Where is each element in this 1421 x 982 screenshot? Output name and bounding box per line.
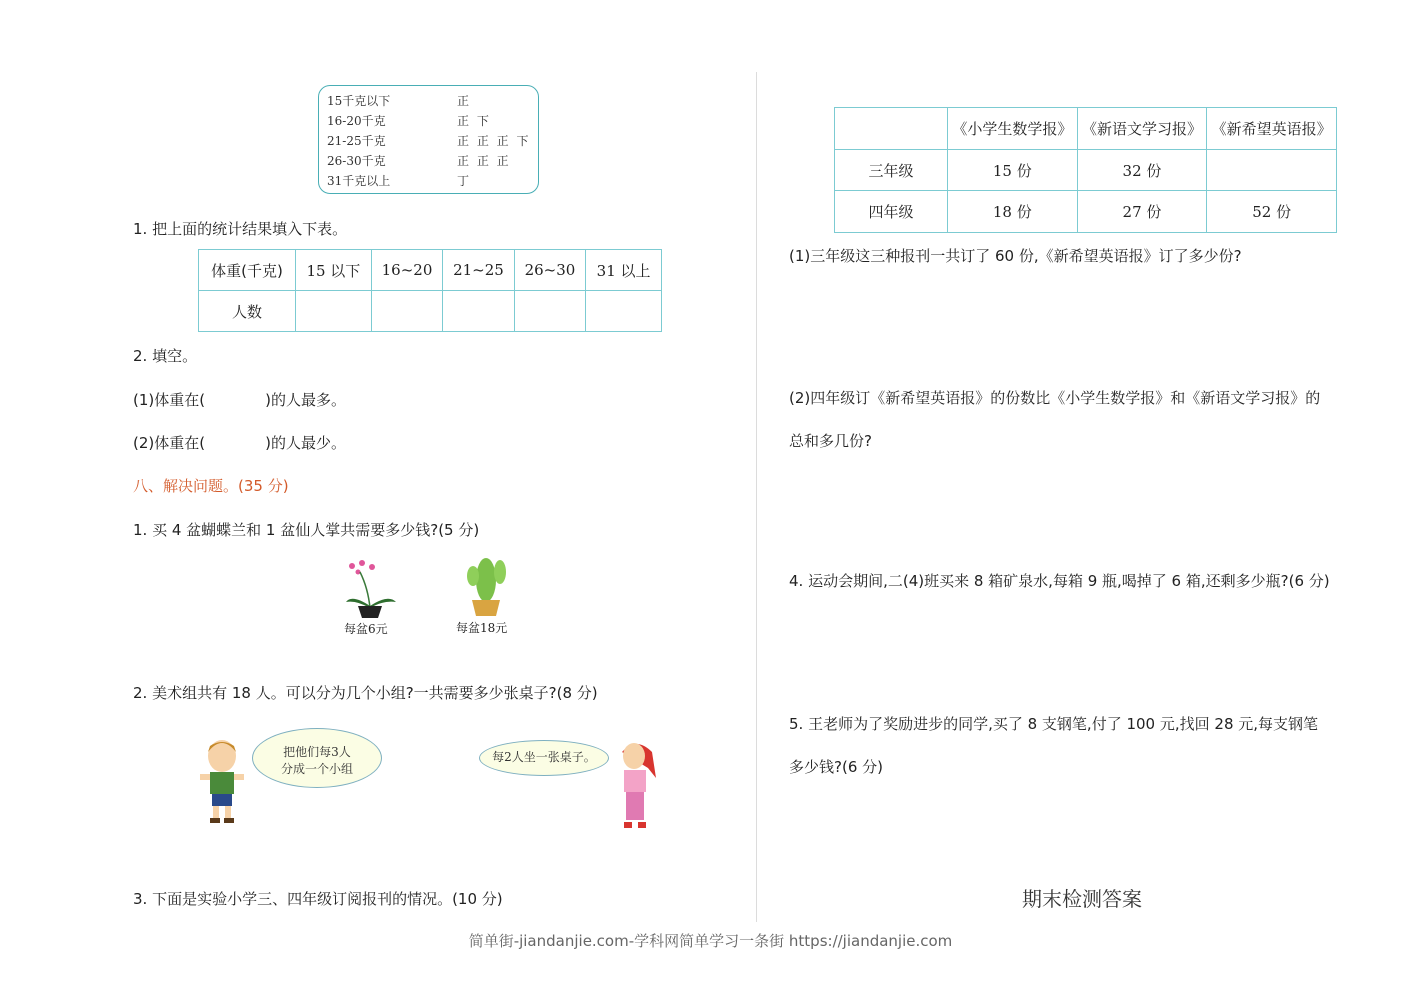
table-cell	[514, 291, 585, 332]
table-cell: 27 份	[1077, 191, 1207, 233]
table-cell	[371, 291, 442, 332]
tally-box: 15千克以下 正 16-20千克 正 下 21-25千克 正 正 正 下 26-30千克 正 正 正 31千克以上 丁	[318, 85, 539, 194]
cactus-illustration	[460, 550, 512, 618]
column-divider	[756, 72, 757, 922]
problem-5-line2: 多少钱?(6 分)	[789, 758, 883, 776]
problem-1: 1. 买 4 盆蝴蝶兰和 1 盆仙人掌共需要多少钱?(5 分)	[133, 521, 480, 539]
table-row-label: 四年级	[835, 191, 948, 233]
table-header: 21~25	[443, 250, 514, 291]
question-2b: (2)体重在( )的人最少。	[133, 434, 346, 452]
newspaper-table	[834, 107, 1337, 233]
answer-key-title: 期末检测答案	[1022, 887, 1142, 911]
boy-illustration	[196, 738, 248, 824]
question-2a: (1)体重在( )的人最多。	[133, 391, 346, 409]
table-cell	[296, 291, 372, 332]
table-cell	[586, 291, 662, 332]
table-cell: 32 份	[1077, 150, 1207, 191]
table-cell	[443, 291, 514, 332]
speech-bubble-girl: 每2人坐一张桌子。	[479, 740, 609, 776]
sub-question-2-line1: (2)四年级订《新希望英语报》的份数比《小学生数学报》和《新语文学习报》的	[789, 389, 1321, 407]
price-label-cactus: 每盆18元	[456, 621, 508, 635]
problem-5-line1: 5. 王老师为了奖励进步的同学,买了 8 支钢笔,付了 100 元,找回 28 元,每支钢笔	[789, 715, 1319, 733]
price-label-orchid: 每盆6元	[344, 622, 388, 636]
table-cell: 52 份	[1207, 191, 1337, 233]
speech-bubble-boy: 把他们每3人 分成一个小组	[252, 728, 382, 788]
table-cell: 18 份	[948, 191, 1078, 233]
table-header: 15 以下	[296, 250, 372, 291]
question-1: 1. 把上面的统计结果填入下表。	[133, 220, 348, 238]
problem-4: 4. 运动会期间,二(4)班买来 8 箱矿泉水,每箱 9 瓶,喝掉了 6 箱,还剩多少瓶?(6 分)	[789, 572, 1330, 590]
sub-question-2-line2: 总和多几份?	[789, 432, 872, 450]
table-header: 16~20	[371, 250, 442, 291]
table-header: 31 以上	[586, 250, 662, 291]
problem-3: 3. 下面是实验小学三、四年级订阅报刊的情况。(10 分)	[133, 890, 503, 908]
table-header: 体重(千克)	[199, 250, 296, 291]
table-row-label: 三年级	[835, 150, 948, 191]
table-header: 《新希望英语报》	[1207, 108, 1337, 150]
sub-question-1: (1)三年级这三种报刊一共订了 60 份,《新希望英语报》订了多少份?	[789, 247, 1242, 265]
table-header	[835, 108, 948, 150]
girl-illustration	[612, 738, 662, 832]
question-2: 2. 填空。	[133, 347, 198, 365]
table-cell	[1207, 150, 1337, 191]
table-cell: 15 份	[948, 150, 1078, 191]
footer-watermark: 简单街-jiandanjie.com-学科网简单学习一条街 https://jiandanjie.com	[468, 932, 953, 950]
table-header: 26~30	[514, 250, 585, 291]
section-heading: 八、解决问题。(35 分)	[133, 477, 289, 495]
table-header: 《小学生数学报》	[948, 108, 1078, 150]
orchid-illustration	[340, 558, 400, 620]
weight-table	[198, 249, 662, 332]
problem-2: 2. 美术组共有 18 人。可以分为几个小组?一共需要多少张桌子?(8 分)	[133, 684, 598, 702]
table-header: 《新语文学习报》	[1077, 108, 1207, 150]
table-row-label: 人数	[199, 291, 296, 332]
